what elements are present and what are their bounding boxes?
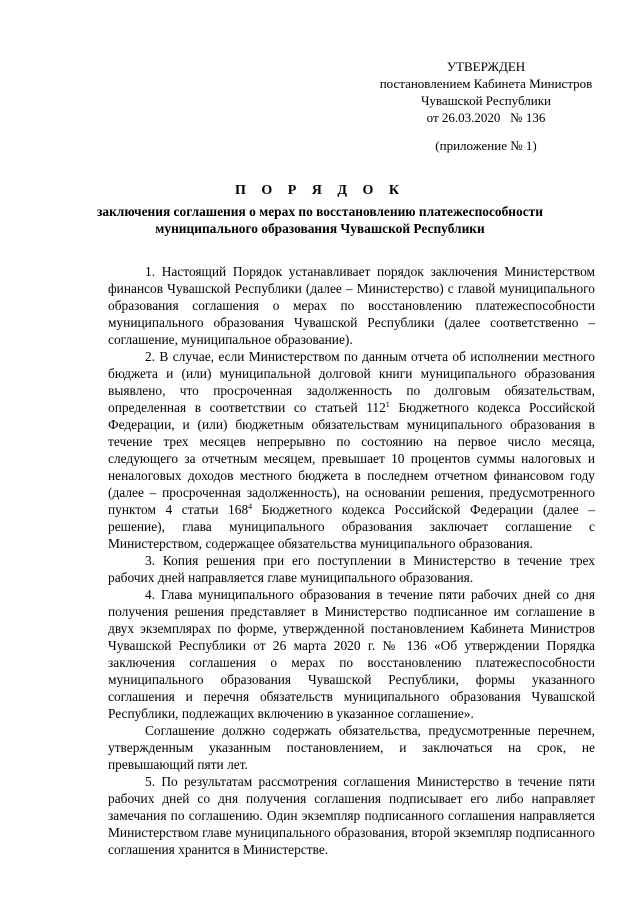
- approval-line-resolution: постановлением Кабинета Министров: [379, 76, 593, 91]
- paragraph-4: 4. Глава муниципального образования в течение пяти рабочих дней со дня получения решения представляет в Министерство подписанное им соглашение в двух экземплярах по форме, утвержденной постановлением Кабинета Министров Чувашской Республики от 26 марта 2020 г. № 136 «Об утверждении Порядка заключения соглашения о мерах по восстановлению платежеспособности муниципального образования Чувашской Республики, формы указанного соглашения и перечня обязательств муниципального образования Чувашской Республики, подлежащих включению в указанное соглашение».: [108, 587, 595, 721]
- paragraph-3: 3. Копия решения при его поступлении в Министерство в течение трех рабочих дней направляется главе муниципального образования.: [108, 553, 595, 585]
- subtitle-line-2: муниципального образования Чувашской Республики: [155, 221, 485, 236]
- paragraph-2-part-a: 2. В случае, если Министерством по данным отчета об исполнении местного бюджета и (или) муниципальной долговой книги муниципального образования выявлено, что просроченная задолженность по долговым обязательствам, определенная в соответствии со статьей 112: [108, 349, 595, 415]
- document-title: П О Р Я Д О К: [234, 183, 406, 198]
- superscript-4: 4: [248, 502, 253, 511]
- paragraph-5: 5. По результатам рассмотрения соглашения Министерство в течение пяти рабочих дней со дня получения соглашения подписывает его либо направляет замечания по соглашению. Один экземпляр подписанного соглашения направляется Министерством главе муниципального образования, второй экземпляр подписанного соглашения хранится в Министерстве.: [108, 774, 595, 857]
- paragraph-2-part-c: Бюджетного кодекса Российской Федерации (далее – решение), глава муниципального образования заключает соглашение с Министерством, содержащее обязательства муниципального образования.: [108, 502, 595, 551]
- appendix-note: (приложение № 1): [435, 138, 537, 153]
- document-body: [108, 263, 595, 858]
- paragraph-2: [108, 348, 595, 552]
- subtitle-line-1: заключения соглашения о мерах по восстановлению платежеспособности: [97, 204, 543, 219]
- approval-heading: УТВЕРЖДЕН: [446, 59, 526, 74]
- document-subtitle: [60, 203, 580, 237]
- superscript-1: 1: [385, 400, 390, 409]
- paragraph-1: 1. Настоящий Порядок устанавливает порядок заключения Министерством финансов Чувашской Республики (далее – Министерство) с главой муниципального образования соглашения о мерах по восстановлению платежеспособности муниципального образования Чувашской Республики (далее соответственно – соглашение, муниципальное образование).: [108, 264, 595, 347]
- approval-block: [362, 58, 610, 126]
- paragraph-4-continuation: Соглашение должно содержать обязательства, предусмотренные перечнем, утвержденным указанным постановлением, и заключаться на срок, не превышающий пяти лет.: [108, 723, 595, 772]
- approval-line-date-number: от 26.03.2020 № 136: [426, 110, 546, 125]
- paragraph-2-part-b: Бюджетного кодекса Российской Федерации, и (или) бюджетным обязательствам муниципального образования в течение трех месяцев непрерывно по состоянию на первое число месяца, следующего за отчетным месяцем, превышает 10 процентов суммы налоговых и неналоговых доходов местного бюджета в последнем отчетном финансовом году (далее – просроченная задолженность), на основании решения, предусмотренного пунктом 4 статьи 168: [108, 400, 596, 517]
- approval-line-republic: Чувашской Республики: [420, 93, 552, 108]
